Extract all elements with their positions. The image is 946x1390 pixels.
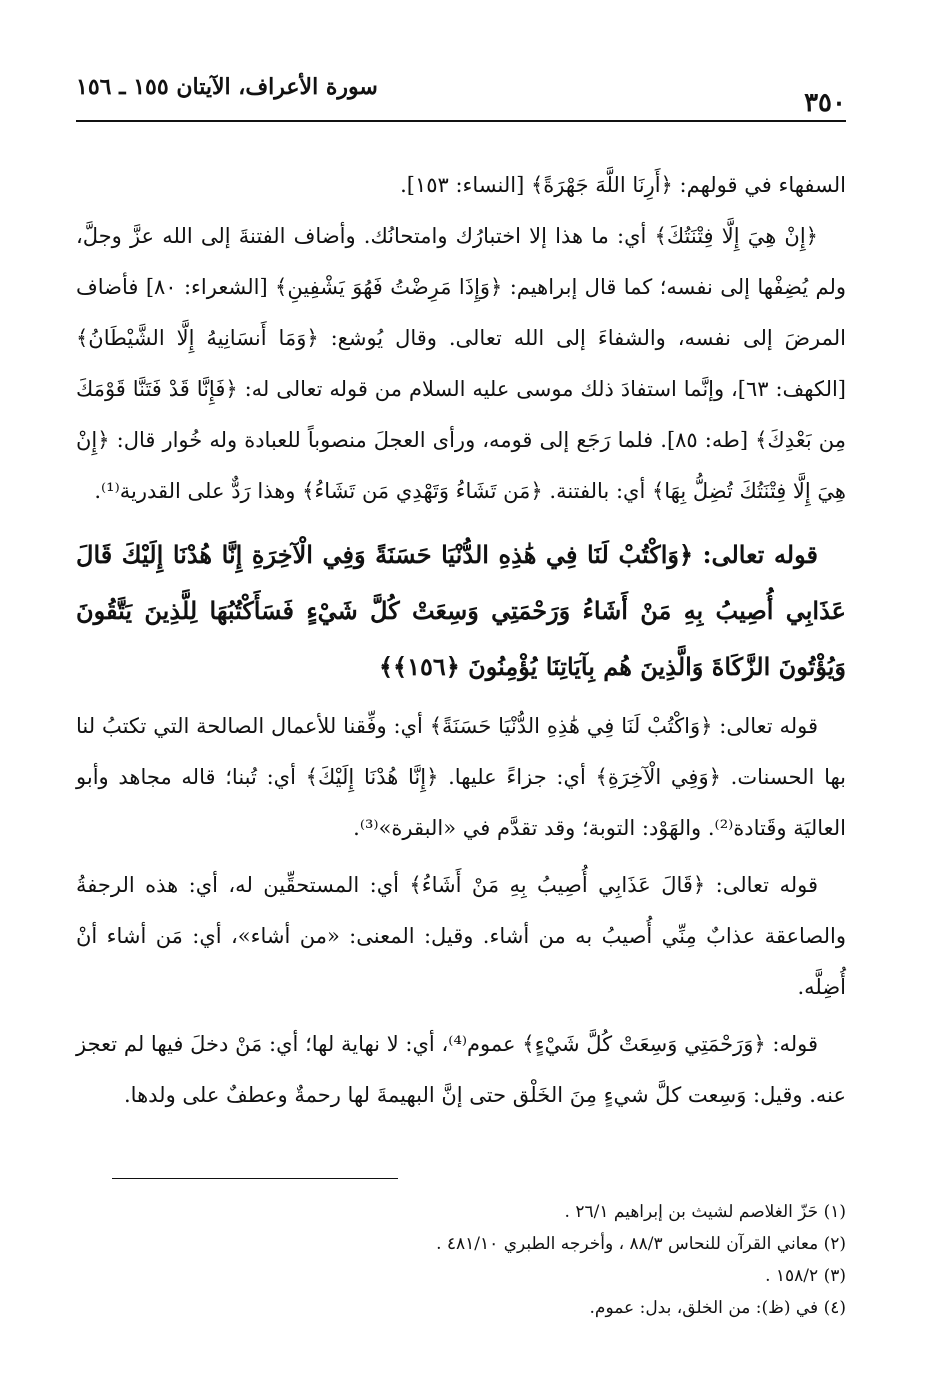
footnote-2: (٢) معاني القرآن للنحاس ٨٨/٣ ، وأخرجه الطبري ٤٨١/١٠ . xyxy=(436,1234,846,1254)
page-number: ٣٥٠ xyxy=(804,88,846,118)
footnote-divider xyxy=(112,1178,398,1179)
footnote-1: (١) حَزّ الغلاصم لشيث بن إبراهيم ٢٦/١ . xyxy=(564,1202,846,1222)
running-title: سورة الأعراف، الآيتان ١٥٥ ـ ١٥٦ xyxy=(76,74,378,100)
paragraph-1: السفهاء في قولهم: ﴿أَرِنَا اللَّهَ جَهْرَةً﴾ [النساء: ١٥٣]. xyxy=(400,173,846,197)
footnotes xyxy=(76,1196,846,1324)
paragraph-4: قوله تعالى: ﴿قَالَ عَذَابِي أُصِيبُ بِهِ مَنْ أَشَاءُ﴾ أي: المستحقِّين له، أي: هذه الرجفةُ والصاعقة عذابٌ مِنِّي أُصيبُ به من أشاء. وقيل: المعنى: «من أشاء»، أي: مَن أشاء أنْ أُضِلَّه. xyxy=(76,873,846,999)
footnote-4: (٤) في (ظ): من الخلق، بدل: عموم. xyxy=(589,1298,846,1318)
verse-label: قوله تعالى: xyxy=(702,540,818,569)
verse-text: ﴿وَاكْتُبْ لَنَا فِي هَٰذِهِ الدُّنْيَا حَسَنَةً وَفِي الْآخِرَةِ إِنَّا هُدْنَا إِلَيْكَ قَالَ عَذَابِي أُصِيبُ بِهِ مَنْ أَشَاءُ وَرَحْمَتِي وَسِعَتْ كُلَّ شَيْءٍ فَسَأَكْتُبُهَا لِلَّذِينَ يَتَّقُونَ وَيُؤْتُونَ الزَّكَاةَ وَالَّذِينَ هُم بِآيَاتِنَا يُؤْمِنُونَ ﴿١٥٦﴾﴾ xyxy=(76,540,846,681)
verse-heading xyxy=(76,527,846,695)
paragraph-5: قوله: ﴿وَرَحْمَتِي وَسِعَتْ كُلَّ شَيْءٍ﴾ عموم⁽⁴⁾، أي: لا نهاية لها؛ أي: مَنْ دخلَ فيها لم تعجز عنه. وقيل: وَسِعت كلَّ شيءٍ مِنَ الخَلْق حتى إنَّ البهيمةَ لها رحمةٌ وعطفٌ على ولدها. xyxy=(76,1032,846,1107)
page-header xyxy=(76,72,846,118)
footnote-3: (٣) ١٥٨/٢ . xyxy=(765,1266,846,1286)
paragraph-2: ﴿إِنْ هِيَ إِلَّا فِتْنَتُكَ﴾ أي: ما هذا إلا اختبارُك وامتحانُك. وأضاف الفتنةَ إلى الله عزَّ وجلَّ، ولم يُضِفْها إلى نفسه؛ كما قال إبراهيم: ﴿وَإِذَا مَرِضْتُ فَهُوَ يَشْفِينِ﴾ [الشعراء: ٨٠] فأضاف المرضَ إلى نفسه، والشفاءَ إلى الله تعالى. وقال يُوشع: ﴿وَمَا أَنسَانِيهُ إِلَّا الشَّيْطَانُ﴾ [الكهف: ٦٣]، وإنَّما استفادَ ذلك موسى عليه السلام من قوله تعالى له: ﴿فَإِنَّا قَدْ فَتَنَّا قَوْمَكَ مِن بَعْدِكَ﴾ [طه: ٨٥]. فلما رَجَع إلى قومه، ورأى العجلَ منصوباً للعبادة وله خُوار قال: ﴿إِنْ هِيَ إِلَّا فِتْنَتُكَ تُضِلُّ بِهَا﴾ أي: بالفتنة. ﴿مَن تَشَاءُ وَتَهْدِي مَن تَشَاءُ﴾ وهذا رَدٌّ على القدرية⁽¹⁾. xyxy=(76,224,847,503)
main-text xyxy=(76,160,846,1121)
paragraph-3: قوله تعالى: ﴿وَاكْتُبْ لَنَا فِي هَٰذِهِ الدُّنْيَا حَسَنَةً﴾ أي: وفِّقنا للأعمال الصالحة التي تكتبُ لنا بها الحسنات. ﴿وَفِي الْآخِرَةِ﴾ أي: جزاءً عليها. ﴿إِنَّا هُدْنَا إِلَيْكَ﴾ أي: تُبنا؛ قاله مجاهد وأبو العاليَة وقَتادة⁽²⁾. والهَوْد: التوبة؛ وقد تقدَّم في «البقرة»⁽³⁾. xyxy=(76,714,846,840)
header-divider xyxy=(76,120,846,122)
